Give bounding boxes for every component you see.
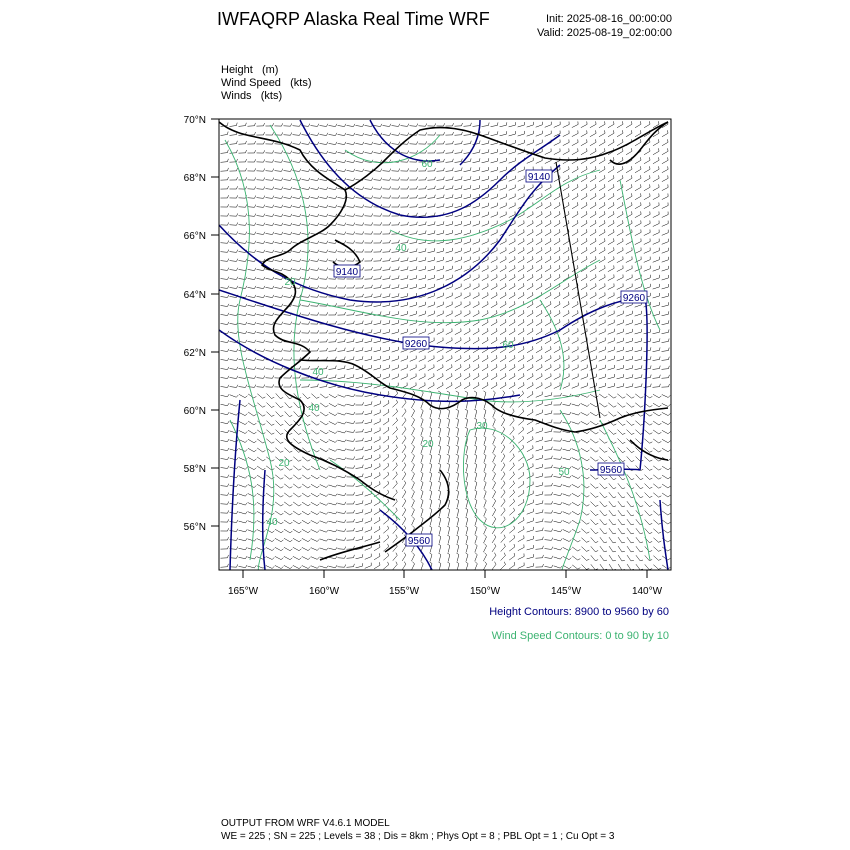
field-winds: Winds (kts): [221, 90, 283, 102]
map-title: IWFAQRP Alaska Real Time WRF: [217, 9, 490, 29]
field-height: Height (m): [221, 64, 279, 76]
init-time: Init: 2025-08-16_00:00:00: [546, 13, 672, 25]
field-wind-speed: Wind Speed (kts): [221, 77, 312, 89]
map-frame-bg: [219, 119, 671, 570]
valid-time: Valid: 2025-08-19_02:00:00: [537, 27, 672, 39]
